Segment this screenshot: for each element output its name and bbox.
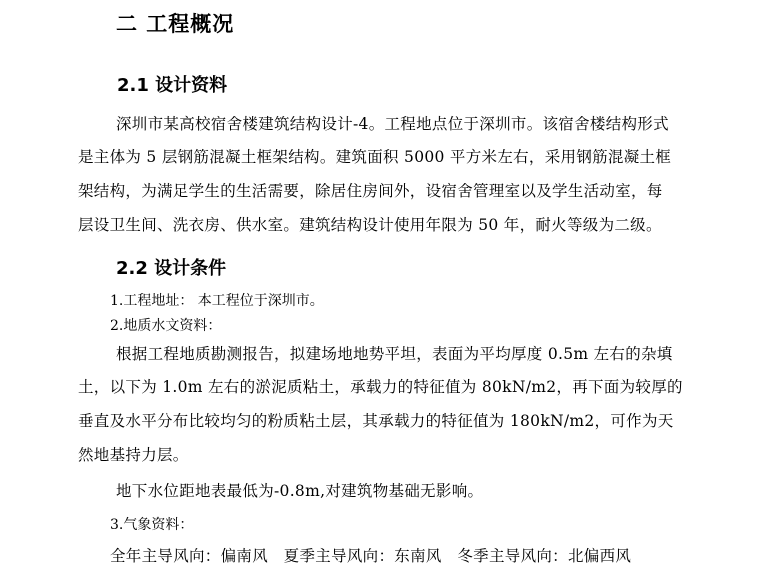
paragraph-line: 土，以下为 1.0m 左右的淤泥质粘土，承载力的特征值为 80kN/m2，再下面为较厚的 (78, 378, 683, 396)
section-heading: 二 工程概况 (116, 12, 235, 36)
paragraph-line: 层设卫生间、洗衣房、供水室。建筑结构设计使用年限为 50 年，耐火等级为二级。 (78, 216, 662, 234)
wind-direction-line: 全年主导风向：偏南风 夏季主导风向：东南风 冬季主导风向：北偏西风 (110, 547, 632, 565)
paragraph-line: 然地基持力层。 (78, 446, 189, 464)
groundwater-line: 地下水位距地表最低为-0.8m,对建筑物基础无影响。 (116, 482, 484, 500)
paragraph-line: 垂直及水平分布比较均匀的粉质粘土层，其承载力的特征值为 180kN/m2，可作为天 (78, 412, 674, 430)
paragraph-line: 根据工程地质勘测报告，拟建场地地势平坦，表面为平均厚度 0.5m 左右的杂填 (116, 345, 673, 363)
paragraph-line: 深圳市某高校宿舍楼建筑结构设计-4。工程地点位于深圳市。该宿舍楼结构形式 (116, 115, 669, 133)
paragraph-line: 是主体为 5 层钢筋混凝土框架结构。建筑面积 5000 平方米左右，采用钢筋混凝土框 (78, 148, 672, 166)
list-item-site: 1.工程地址： 本工程位于深圳市。 (110, 293, 324, 309)
subsection-heading-2-1: 2.1 设计资料 (117, 75, 228, 96)
subsection-heading-2-2: 2.2 设计条件 (116, 258, 227, 279)
list-item-climate: 3.气象资料： (110, 517, 194, 533)
list-item-geology: 2.地质水文资料： (110, 318, 222, 334)
paragraph-line: 架结构，为满足学生的生活需要，除居住房间外，设宿舍管理室以及学生活动室，每 (78, 182, 663, 200)
